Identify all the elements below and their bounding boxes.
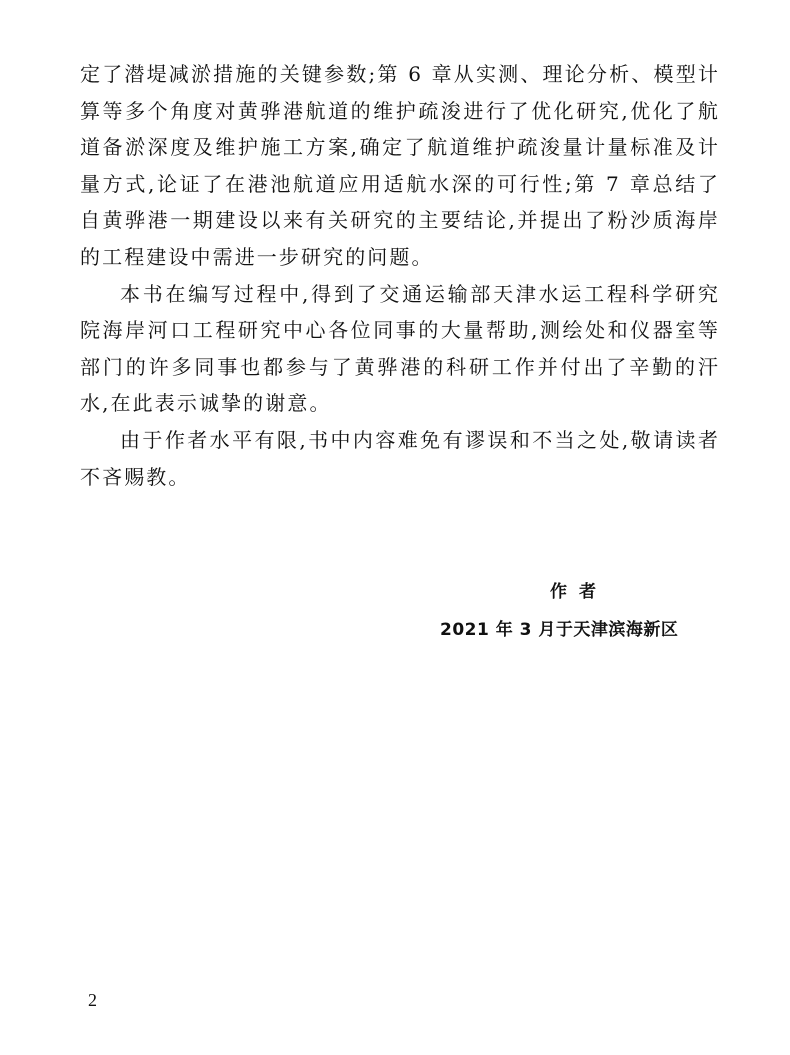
signature-date-place: 2021 年 3 月于天津滨海新区 <box>440 620 679 640</box>
paragraph-acknowledgements: 本书在编写过程中,得到了交通运输部天津水运工程科学研究院海岸河口工程研究中心各位同事的大量帮助,测绘处和仪器室等部门的许多同事也都参与了黄骅港的科研工作并付出了辛勤的汗水,在此表示诚挚的谢意。 <box>80 281 720 416</box>
paragraph-chapter-summary: 定了潜堤减淤措施的关键参数;第 6 章从实测、理论分析、模型计算等多个角度对黄骅港航道的维护疏浚进行了优化研究,优化了航道备淤深度及维护施工方案,确定了航道维护疏浚量计量标准及计量方式,论证了在港池航道应用适航水深的可行性;第 7 章总结了自黄骅港一期建设以来有关研究的主要结论,并提出了粉沙质海岸的工程建设中需进一步研究的问题。 <box>80 62 720 269</box>
paragraph-disclaimer: 由于作者水平有限,书中内容难免有谬误和不当之处,敬请读者不吝赐教。 <box>80 427 720 489</box>
signature-author: 作者 <box>550 582 608 602</box>
preface-body <box>80 56 720 495</box>
signature-block <box>440 578 730 644</box>
page-number: 2 <box>88 990 97 1010</box>
